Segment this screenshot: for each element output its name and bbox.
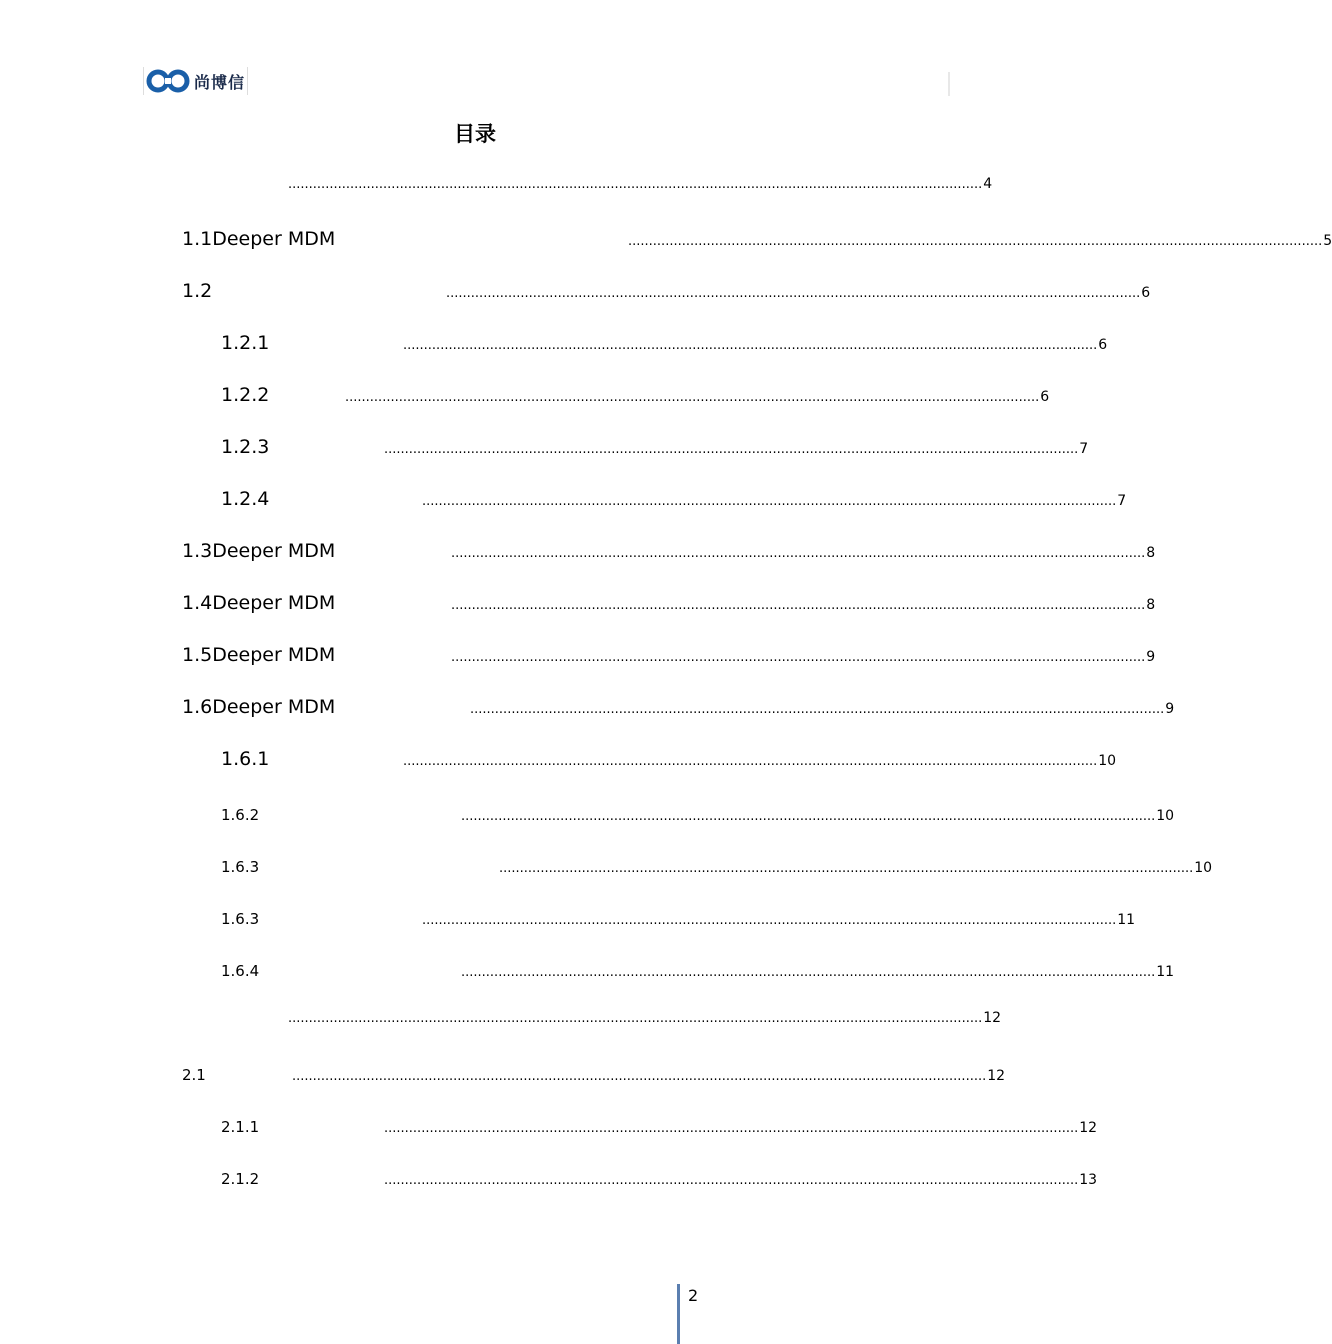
- toc-entry-page: 13: [1079, 1172, 1098, 1188]
- toc-entry-label: 1.5Deeper MDM: [182, 644, 336, 666]
- toc-entry-label: 1.2: [182, 280, 213, 302]
- toc-leader-dots: ........................................................................................................................................................................: [422, 494, 1117, 509]
- toc-entry[interactable]: [221, 806, 1175, 824]
- toc-entry-label: 1.6Deeper MDM: [182, 696, 336, 718]
- toc-entry[interactable]: [221, 488, 1127, 510]
- toc-entry[interactable]: [221, 1118, 1098, 1136]
- toc-entry-page: 6: [1141, 285, 1151, 301]
- toc-leader-dots: ........................................................................................................................................................................: [345, 390, 1040, 405]
- toc-entry-page: 6: [1098, 337, 1108, 353]
- toc-entry-page: 10: [1098, 753, 1117, 769]
- toc-entry-label: 1.2.3: [221, 436, 270, 458]
- toc-entry[interactable]: [221, 384, 1050, 406]
- toc-entry-label: 1.6.1: [221, 748, 270, 770]
- toc-leader-dots: ........................................................................................................................................................................: [384, 442, 1079, 457]
- toc-entry-page: 7: [1079, 441, 1089, 457]
- toc-entry-page: 8: [1146, 597, 1156, 613]
- toc-entry[interactable]: [182, 280, 1151, 302]
- toc-entry-page: 7: [1117, 493, 1127, 509]
- toc-entry[interactable]: [288, 1010, 1002, 1026]
- toc-leader-dots: ........................................................................................................................................................................: [403, 338, 1098, 353]
- toc-entry-label: 1.1Deeper MDM: [182, 228, 336, 250]
- toc-leader-dots: ........................................................................................................................................................................: [292, 1069, 987, 1084]
- toc-leader-dots: ........................................................................................................................................................................: [403, 754, 1098, 769]
- edge-mark: [948, 72, 950, 96]
- toc-leader-dots: ........................................................................................................................................................................: [384, 1173, 1079, 1188]
- logo-text: 尚博信: [194, 72, 246, 92]
- toc-entry[interactable]: [182, 696, 1175, 718]
- toc-entry[interactable]: [221, 332, 1108, 354]
- toc-entry[interactable]: [182, 592, 1156, 614]
- toc-leader-dots: ........................................................................................................................................................................: [422, 913, 1117, 928]
- logo-mark-icon: [146, 69, 190, 93]
- company-logo: [143, 67, 248, 95]
- toc-entry-label: 1.6.2: [221, 806, 260, 824]
- toc-entry-page: 10: [1194, 860, 1213, 876]
- toc-entry-page: 6: [1040, 389, 1050, 405]
- toc-entry-label: 1.6.3: [221, 910, 260, 928]
- toc-entry[interactable]: [182, 228, 1332, 250]
- toc-entry[interactable]: [182, 1066, 1006, 1084]
- toc-entry[interactable]: [221, 962, 1175, 980]
- toc-entry-page: 11: [1117, 912, 1136, 928]
- toc-leader-dots: ........................................................................................................................................................................: [288, 177, 983, 192]
- toc-entry-page: 9: [1165, 701, 1175, 717]
- toc-entry-label: 1.4Deeper MDM: [182, 592, 336, 614]
- toc-entry-page: 10: [1156, 808, 1175, 824]
- toc-entry[interactable]: [221, 748, 1117, 770]
- toc-entry[interactable]: [221, 910, 1136, 928]
- toc-entry[interactable]: [221, 436, 1089, 458]
- toc-entry[interactable]: [182, 644, 1156, 666]
- toc-entry-label: 1.2.2: [221, 384, 270, 406]
- toc-entry-page: 5: [1323, 233, 1332, 249]
- toc-entry-label: 2.1.2: [221, 1170, 260, 1188]
- toc-leader-dots: ........................................................................................................................................................................: [446, 286, 1141, 301]
- toc-title: 目录: [454, 122, 496, 146]
- toc-entry-label: 2.1.1: [221, 1118, 260, 1136]
- toc-entry-label: 1.6.4: [221, 962, 260, 980]
- toc-entry-label: 1.6.3: [221, 858, 260, 876]
- toc-entry-label: 1.2.4: [221, 488, 270, 510]
- page-number: 2: [688, 1286, 699, 1305]
- toc-entry-page: 4: [983, 176, 993, 192]
- toc-entry-page: 8: [1146, 545, 1156, 561]
- toc-leader-dots: ........................................................................................................................................................................: [384, 1121, 1079, 1136]
- toc-entry-page: 12: [1079, 1120, 1098, 1136]
- toc-leader-dots: ........................................................................................................................................................................: [451, 650, 1146, 665]
- toc-entry[interactable]: [221, 1170, 1098, 1188]
- toc-leader-dots: ........................................................................................................................................................................: [628, 234, 1323, 249]
- toc-entry[interactable]: [182, 540, 1156, 562]
- toc-entry-page: 12: [983, 1010, 1002, 1026]
- toc-entry-label: 2.1: [182, 1066, 206, 1084]
- toc-entry[interactable]: [288, 176, 993, 192]
- toc-leader-dots: ........................................................................................................................................................................: [451, 546, 1146, 561]
- toc-entry[interactable]: [221, 858, 1213, 876]
- footer-accent-bar: [677, 1284, 680, 1344]
- toc-leader-dots: ........................................................................................................................................................................: [470, 702, 1165, 717]
- toc-entry-page: 12: [987, 1068, 1006, 1084]
- toc-entry-label: 1.3Deeper MDM: [182, 540, 336, 562]
- toc-entry-page: 11: [1156, 964, 1175, 980]
- toc-leader-dots: ........................................................................................................................................................................: [499, 861, 1194, 876]
- toc-leader-dots: ........................................................................................................................................................................: [461, 965, 1156, 980]
- toc-leader-dots: ........................................................................................................................................................................: [288, 1011, 983, 1026]
- toc-entry-page: 9: [1146, 649, 1156, 665]
- toc-leader-dots: ........................................................................................................................................................................: [451, 598, 1146, 613]
- toc-leader-dots: ........................................................................................................................................................................: [461, 809, 1156, 824]
- toc-entry-label: 1.2.1: [221, 332, 270, 354]
